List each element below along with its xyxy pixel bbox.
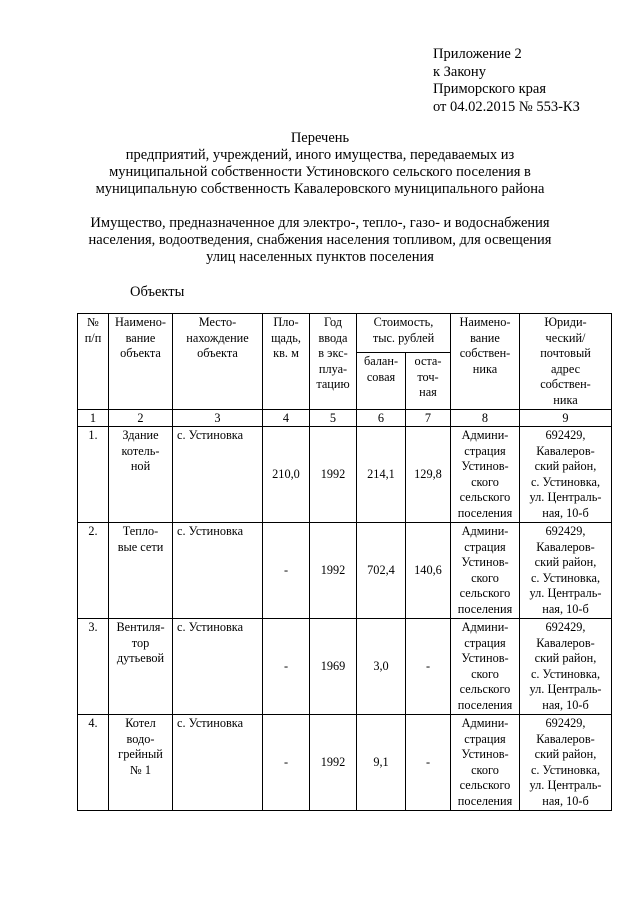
cell-year: 1992 (310, 427, 357, 523)
appendix-line: от 04.02.2015 № 553-КЗ (433, 98, 580, 115)
cell-year: 1992 (310, 715, 357, 811)
cell-residual: 140,6 (406, 523, 451, 619)
appendix-line: Приложение 2 (433, 46, 522, 62)
cell-residual: - (406, 715, 451, 811)
cell-year: 1969 (310, 619, 357, 715)
cell-area: 210,0 (263, 427, 310, 523)
cell-residual: - (406, 619, 451, 715)
appendix-line: Приморского края (433, 81, 547, 97)
cell-name: Котел водо- грейный № 1 (109, 715, 173, 811)
header-num: № п/п (78, 314, 109, 410)
title-line: муниципальной собственности Устиновского сельского поселения в (109, 164, 531, 180)
column-number: 6 (357, 410, 406, 427)
cell-location: с. Устиновка (173, 619, 263, 715)
cell-area: - (263, 715, 310, 811)
cell-area: - (263, 619, 310, 715)
column-number: 4 (263, 410, 310, 427)
header-owner-address: Юриди- ческий/ почтовый адрес собствен- ника (520, 314, 612, 410)
column-number: 5 (310, 410, 357, 427)
cell-address: 692429, Кавалеров- ский район, с. Устиновка, ул. Централь- ная, 10-б (520, 427, 612, 523)
header-location: Место- нахождение объекта (173, 314, 263, 410)
document-title (40, 130, 600, 198)
title-line: Перечень (290, 130, 350, 146)
cell-residual: 129,8 (406, 427, 451, 523)
table-row (78, 427, 612, 523)
column-number: 7 (406, 410, 451, 427)
table-row (78, 619, 612, 715)
column-number: 3 (173, 410, 263, 427)
cell-owner: Админи- страция Устинов- ского сельского поселения (451, 427, 520, 523)
cell-owner: Админи- страция Устинов- ского сельского поселения (451, 619, 520, 715)
header-year: Год ввода в экс- плуа- тацию (310, 314, 357, 410)
subtitle-line: улиц населенных пунктов поселения (206, 249, 434, 265)
cell-num: 3. (78, 619, 109, 715)
cell-name: Вентиля- тор дутьевой (109, 619, 173, 715)
subtitle-line: населения, водоотведения, снабжения населения топливом, для освещения (88, 232, 552, 248)
cell-balance: 214,1 (357, 427, 406, 523)
cell-address: 692429, Кавалеров- ский район, с. Устиновка, ул. Централь- ная, 10-б (520, 715, 612, 811)
table-row (78, 715, 612, 811)
column-number: 8 (451, 410, 520, 427)
cell-area: - (263, 523, 310, 619)
cell-year: 1992 (310, 523, 357, 619)
column-number: 9 (520, 410, 612, 427)
cell-address: 692429, Кавалеров- ский район, с. Устиновка, ул. Централь- ная, 10-б (520, 523, 612, 619)
objects-table (77, 313, 612, 811)
cell-location: с. Устиновка (173, 523, 263, 619)
column-number-row (78, 410, 612, 427)
cell-name: Тепло- вые сети (109, 523, 173, 619)
column-number: 1 (78, 410, 109, 427)
cell-num: 4. (78, 715, 109, 811)
header-cost: Стоимость, тыс. рублей (357, 314, 451, 353)
cell-owner: Админи- страция Устинов- ского сельского поселения (451, 523, 520, 619)
cell-name: Здание котель- ной (109, 427, 173, 523)
table-row (78, 523, 612, 619)
cell-num: 1. (78, 427, 109, 523)
header-owner-name: Наимено- вание собствен- ника (451, 314, 520, 410)
title-line: муниципальную собственность Кавалеровского муниципального района (95, 181, 545, 197)
column-number: 2 (109, 410, 173, 427)
header-cost-residual: оста- точ- ная (406, 353, 451, 410)
objects-label: Объекты (130, 284, 185, 300)
appendix-line: к Закону (433, 63, 486, 80)
cell-owner: Админи- страция Устинов- ского сельского поселения (451, 715, 520, 811)
cell-location: с. Устиновка (173, 427, 263, 523)
appendix-header (433, 46, 580, 116)
cell-address: 692429, Кавалеров- ский район, с. Устиновка, ул. Централь- ная, 10-б (520, 619, 612, 715)
cell-num: 2. (78, 523, 109, 619)
header-name: Наимено- вание объекта (109, 314, 173, 410)
cell-balance: 702,4 (357, 523, 406, 619)
document-subtitle (40, 215, 600, 266)
title-line: предприятий, учреждений, иного имущества, передаваемых из (125, 147, 515, 163)
header-area: Пло- щадь, кв. м (263, 314, 310, 410)
header-cost-balance: балан- совая (357, 353, 406, 410)
subtitle-line: Имущество, предназначенное для электро-, тепло-, газо- и водоснабжения (90, 215, 550, 231)
cell-balance: 9,1 (357, 715, 406, 811)
cell-location: с. Устиновка (173, 715, 263, 811)
cell-balance: 3,0 (357, 619, 406, 715)
